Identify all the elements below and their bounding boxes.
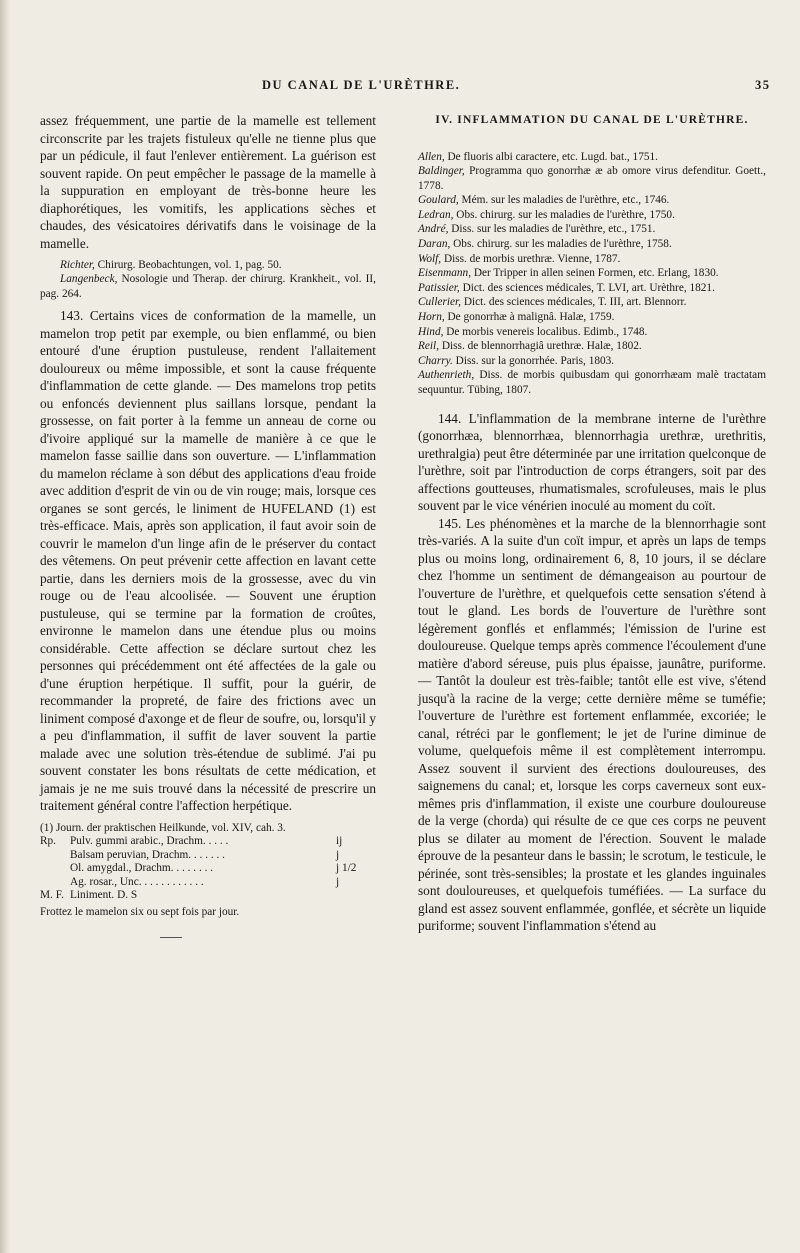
prescription-item: Ol. amygdal., Drachm. . . . . . . . — [70, 862, 214, 875]
bibliography-item — [418, 368, 766, 397]
page-number: 35 — [755, 78, 771, 92]
bibliography-author: Horn, — [418, 311, 445, 324]
bibliography-author: Cullerier, — [418, 296, 461, 309]
prescription-qty: j 1/2 — [336, 862, 357, 875]
bibliography-item — [418, 252, 766, 267]
bibliography-author: Authenrieth, — [418, 369, 475, 382]
reference-author: Langenbeck, — [60, 273, 118, 286]
bibliography-author: Wolf, — [418, 252, 442, 265]
bibliography-text: Diss. sur les maladies de l'urèthre, etc., 1751. — [448, 223, 656, 236]
bibliography-item — [418, 150, 766, 165]
paragraph-continued: assez fréquemment, une partie de la mamelle est tellement circonscrite par les trajets fistuleux qu'elle ne tienne plus que par un pédicule, il faut l'enlever entièrement. La guérison est souvent rapide. On peut empêcher le passage de la mamelle à la suppuration en employant de très-bonne heure les diaphorétiques, les vomitifs, les applications sèches et chaudes, des vésicatoires dérivatifs dans le voisinage de la mamelle. — [40, 113, 376, 251]
prescription-row — [40, 849, 376, 863]
prescription-lead — [40, 849, 70, 863]
bibliography-item — [418, 295, 766, 310]
prescription-item: Ag. rosar., Unc. . . . . . . . . . . . — [70, 875, 204, 888]
prescription-lead: M. F. — [40, 889, 64, 902]
bibliography-text: Der Tripper in allen seinen Formen, etc. Erlang, 1830. — [471, 267, 719, 280]
reference-text: Nosologie und Therap. der chirurg. Krankheit., vol. II, pag. 264. — [40, 273, 376, 300]
bibliography-text: De morbis venereis localibus. Edimb., 1748. — [443, 325, 648, 338]
prescription-qty — [336, 889, 376, 903]
bibliography — [418, 150, 766, 398]
bibliography-author: Eisenmann, — [418, 267, 472, 280]
prescription-lead: Rp. — [40, 834, 57, 847]
reference-item — [40, 272, 376, 301]
prescription-row — [40, 862, 376, 876]
bibliography-item — [418, 164, 766, 193]
prescription-lead — [40, 862, 70, 876]
bibliography-item — [418, 208, 766, 223]
footnote: (1) Journ. der praktischen Heilkunde, vol. XIV, cah. 3. — [40, 821, 286, 834]
divider — [160, 937, 182, 938]
prescription-row — [40, 835, 376, 849]
bibliography-item — [418, 193, 766, 208]
prescription-item: Pulv. gummi arabic., Drachm. . . . . — [70, 834, 229, 847]
prescription-item: Balsam peruvian, Drachm. . . . . . . — [70, 848, 225, 861]
bibliography-text: Diss. de blennorrhagiâ urethræ. Halæ, 1802. — [439, 340, 642, 353]
prescription-item: Liniment. D. S — [70, 889, 138, 902]
prescription — [40, 835, 376, 903]
bibliography-text: Mém. sur les maladies de l'urèthre, etc., 1746. — [458, 194, 670, 207]
reference-list — [40, 258, 376, 301]
prescription-qty: j — [336, 875, 340, 888]
bibliography-author: André, — [418, 223, 449, 236]
running-title: DU CANAL DE L'URÈTHRE. — [262, 78, 461, 92]
bibliography-text: De gonorrhæ à malignâ. Halæ, 1759. — [444, 311, 615, 324]
bibliography-author: Daran, — [418, 238, 451, 251]
bibliography-author: Goulard, — [418, 194, 459, 207]
bibliography-author: Patissier, — [418, 281, 460, 294]
prescription-qty: j — [336, 848, 340, 861]
bibliography-item — [418, 222, 766, 237]
bibliography-item — [418, 281, 766, 296]
paragraph-145: 145. Les phénomènes et la marche de la blennorrhagie sont très-variés. A la suite d'un coït impur, et après un laps de temps plus ou moins long, ordinairement 6, 8, 10 jours, il se déclare chez l'homme un sentiment de démangeaison au pourtour de l'ouverture de l'urèthre, et quelquefois cette sensation s'étend à tout le gland. Les bords de l'ouverture de l'urèthre sont légèrement gonflés et enflammés; l'émission de l'urine est douloureuse. Quelque temps après commence l'écoulement d'une matière d'abord séreuse, puis plus épaisse, jaunâtre, puriforme. — Tantôt la douleur est très-faible; tantôt elle est vive, s'étend jusqu'à la racine de la verge; cette dernière même se tuméfie; l'ouverture de l'urèthre est fortement enflammée, excoriée; le canal, rétréci par le gonflement; le jet de l'urine diminue de volume, quelquefois même il est complètement interrompu. Assez souvent il survient des érections douloureuses, des saignemens du canal; et, lorsque les corps caverneux sont eux-mêmes pris d'inflammation, il existe une courbure douloureuse de la verge (chorda) qui résulte de ce que ces corps ne peuvent plus se dilater au moment de l'érection. Souvent le malade éprouve de la pesanteur dans le bassin; le scrotum, le testicule, le périnée, sont très-sensibles; la prostate et les glandes inguinales sont douloureuses, et quelquefois tuméfiées. — La surface du gland est assez souvent enflammée, gonflée, et sécrète un liquide puriforme; souvent l'inflammation s'étend au — [418, 515, 766, 934]
prescription-lead — [40, 876, 70, 890]
prescription-row — [40, 889, 376, 903]
bibliography-author: Ledran, — [418, 208, 454, 221]
paragraph-143: 143. Certains vices de conformation de la mamelle, un mamelon trop petit par exemple, ou bien enflammé, ou bien entouré d'une éruption pustuleuse, rendent l'allaitement douloureux ou même impossible, et sont la cause fréquente d'inflammation de cette glande. — Des mamelons trop petits ou enfoncés deviennent plus saillans lorsque, pendant la grossesse, on fait porter à la femme un anneau de corne ou d'ivoire appliqué sur la mamelle de manière à ce que le mamelon fasse saillie dans son ouverture. — L'inflammation du mamelon réclame à son début des applications d'eau froide avec addition d'esprit de vin ou de vin rouge; mais, lorsque ces organes se sont gercés, le liniment de HUFELAND (1) est très-efficace. Mais, après son application, il faut avoir soin de couvrir le mamelon d'un linge afin de le préserver du contact des vêtemens. On peut prévenir cette affection en lavant cette partie, dans les derniers mois de la grossesse, avec du vin rouge ou de l'eau alcoolisée. — Souvent une éruption pustuleuse, qui se termine par la formation de croûtes, environne le mamelon dans une étendue plus ou moins considérable. Cette affection se déclare surtout chez les personnes qui précédemment ont été affectées de la gale ou d'une éruption herpétique. Il suffit, pour la guérir, de recommander la propreté, de faire des frictions avec un liniment composé d'axonge et de fleur de soufre, ou, lorsqu'il y a peu d'inflammation, il suffit de laver souvent la partie malade avec une solution très-étendue de sublimé. J'ai pu souvent constater les bons résultats de cette médication, et jamais je ne me suis trouvé dans la nécessité de prescrire un traitement général contre l'affection herpétique. — [40, 308, 376, 814]
bibliography-item — [418, 339, 766, 354]
section-title: IV. INFLAMMATION DU CANAL DE L'URÈTHRE. — [435, 114, 749, 126]
bibliography-text: Dict. des sciences médicales, T. LVI, art. Urèthre, 1821. — [459, 281, 715, 294]
bibliography-item — [418, 237, 766, 252]
right-column — [418, 112, 766, 935]
prescription-qty: ij — [336, 834, 343, 847]
bibliography-author: Reil, — [418, 340, 440, 353]
reference-author: Richter, — [60, 259, 95, 271]
bibliography-author: Charry. — [418, 354, 453, 367]
reference-item — [40, 258, 376, 272]
bibliography-item — [418, 266, 766, 281]
bibliography-text: De fluoris albi caractere, etc. Lugd. bat., 1751. — [444, 150, 658, 163]
bibliography-item — [418, 325, 766, 340]
prescription-instruction: Frottez le mamelon six ou sept fois par jour. — [40, 905, 240, 918]
bibliography-item — [418, 354, 766, 369]
prescription-row — [40, 876, 376, 890]
bibliography-author: Allen, — [418, 150, 445, 163]
bibliography-author: Baldinger, — [418, 165, 465, 178]
page-gutter-shadow — [0, 0, 10, 1253]
bibliography-item — [418, 310, 766, 325]
reference-text: Chirurg. Beobachtungen, vol. 1, pag. 50. — [94, 259, 282, 271]
bibliography-text: Dict. des sciences médicales, T. III, art. Blennorr. — [461, 296, 687, 309]
left-column — [40, 112, 376, 938]
bibliography-text: Diss. de morbis quibusdam qui gonorrhæam malè tractatam sequuntur. Tübing, 1807. — [418, 369, 766, 396]
bibliography-text: Obs. chirurg. sur les maladies de l'urèthre, 1758. — [450, 238, 672, 251]
bibliography-text: Diss. sur la gonorrhée. Paris, 1803. — [452, 354, 615, 367]
bibliography-author: Hind, — [418, 325, 444, 338]
bibliography-text: Programma quo gonorrhæ æ ab omore virus defenditur. Goett., 1778. — [418, 165, 766, 192]
bibliography-text: Diss. de morbis urethræ. Vienne, 1787. — [441, 252, 621, 265]
paragraph-144: 144. L'inflammation de la membrane interne de l'urèthre (gonorrhæa, blennorrhæa, blennorrhagia urethræ, urethritis, urethralgia) peut être déterminée par une irritation quelconque de l'urèthre, soit par l'introduction de corps étrangers, soit par des affections goutteuses, rhumatismales, scrofuleuses, mais le plus souvent par le vice vénérien inoculé au moment du coït. — [418, 410, 766, 514]
bibliography-text: Obs. chirurg. sur les maladies de l'urèthre, 1750. — [453, 208, 675, 221]
